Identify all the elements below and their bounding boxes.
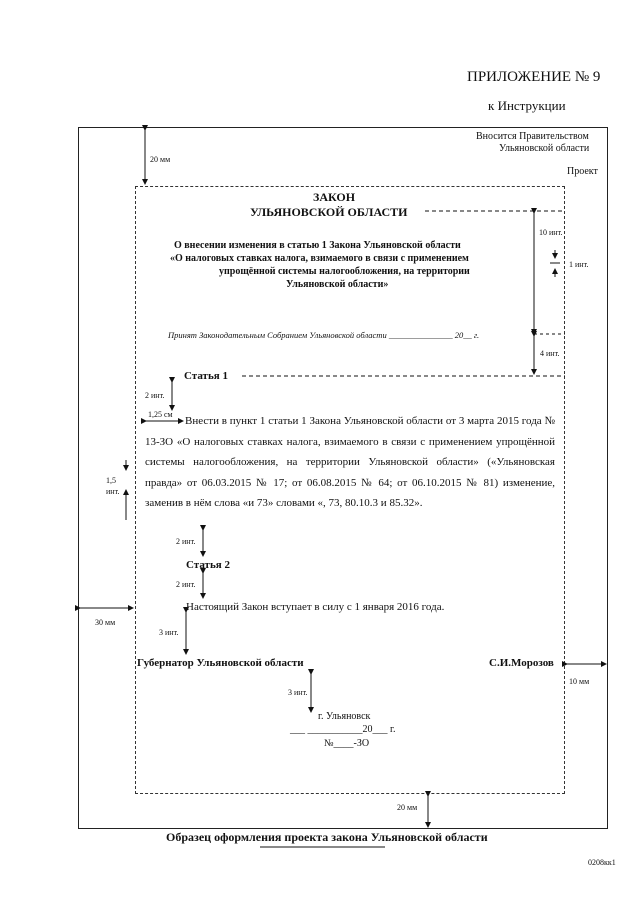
city-line: г. Ульяновск: [318, 711, 371, 722]
project-label: Проект: [567, 166, 598, 177]
law-title: ЗАКОН: [313, 190, 356, 204]
interval-10-label: 10 инт.: [539, 228, 563, 237]
spacing-label-a: 1,5: [106, 476, 116, 485]
law-subject-line1: О внесении изменения в статью 1 Закона Ульяновской области: [174, 240, 461, 251]
left-margin-label: 30 мм: [95, 618, 116, 627]
submitted-by-line2: Ульяновской области: [499, 143, 590, 154]
governor-title: Губернатор Ульяновской области: [137, 657, 304, 669]
date-line: ___ ___________20___ г.: [290, 724, 396, 735]
spacing-label-b: инт.: [106, 487, 120, 496]
document-code: 0208кк1: [588, 858, 616, 867]
number-line: №____-ЗО: [324, 738, 370, 749]
interval-2-label-c: 2 инт.: [176, 580, 196, 589]
law-subject-line3: упрощённой системы налогообложения, на территории: [219, 266, 470, 277]
article1-text: Внести в пункт 1 статьи 1 Закона Ульяновской области от 3 марта 2015 года № 13-ЗО «О налоговых ставках налога, взимаемого в связи с применением упрощённой системы налогообложения, на территории Ульяновской области» («Ульяновская правда» от 06.03.2015 № 17; от 06.08.2015 № 64; от 06.10.2015 № 81) изменение, заменив в нём слова «и 73» словами «, 73, 80.10.3 и 85.32».: [145, 415, 555, 509]
interval-4-label: 4 инт.: [540, 349, 560, 358]
indent-label: 1,25 см: [148, 410, 173, 419]
interval-3-label-b: 3 инт.: [288, 688, 308, 697]
figure-caption: Образец оформления проекта закона Ульяновской области: [166, 830, 488, 844]
interval-2-label-a: 2 инт.: [145, 391, 165, 400]
interval-1-label: 1 инт.: [569, 260, 589, 269]
article1-title: Статья 1: [184, 370, 228, 382]
law-region-title: УЛЬЯНОВСКОЙ ОБЛАСТИ: [250, 205, 408, 219]
article2-body: Настоящий Закон вступает в силу с 1 января 2016 года.: [186, 601, 445, 613]
law-subject-line4: Ульяновской области»: [286, 279, 389, 290]
article2-title: Статья 2: [186, 559, 230, 571]
interval-2-label-b: 2 инт.: [176, 537, 196, 546]
instruction-reference: к Инструкции: [488, 98, 566, 113]
interval-3-label-a: 3 инт.: [159, 628, 179, 637]
top-margin-label: 20 мм: [150, 155, 171, 164]
submitted-by-line1: Вносится Правительством: [476, 131, 589, 142]
governor-name: С.И.Морозов: [489, 657, 554, 669]
right-margin-label: 10 мм: [569, 677, 590, 686]
adopted-line: Принят Законодательным Собранием Ульяновской области _______________ 20__ г.: [168, 330, 480, 340]
appendix-number: ПРИЛОЖЕНИЕ № 9: [467, 69, 601, 85]
law-subject-line2: «О налоговых ставках налога, взимаемого в связи с применением: [170, 253, 469, 264]
bottom-margin-label: 20 мм: [397, 803, 418, 812]
